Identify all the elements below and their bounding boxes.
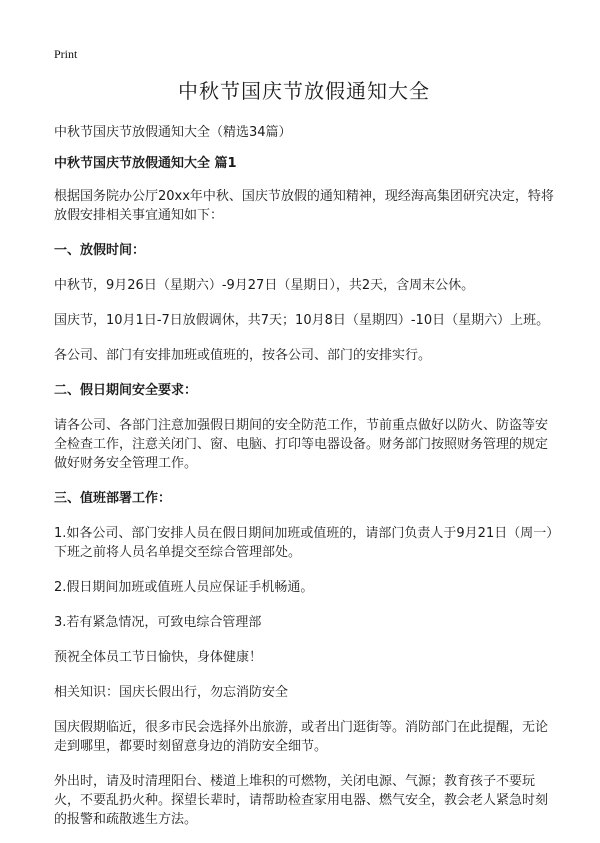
safety-paragraph: 请各公司、各部门注意加强假日期间的安全防范工作，节前重点做好以防火、防盗等安全检查工作，注意关闭门、窗、电脑、打印等电器设备。财务部门按照财务管理的规定做好财务安全管理工作。 <box>54 418 549 471</box>
print-link[interactable]: Print <box>54 47 78 61</box>
document-subtitle: 中秋节国庆节放假通知大全（精选34篇） <box>54 125 292 140</box>
page-title: 中秋节国庆节放假通知大全 <box>178 79 430 103</box>
fire-safety-paragraph-1: 国庆假期临近，很多市民会选择外出旅游，或者出门逛街等。消防部门在此提醒，无论走到哪里，都要时刻留意身边的消防安全细节。 <box>54 720 549 754</box>
related-knowledge: 相关知识：国庆长假出行，勿忘消防安全 <box>54 685 289 700</box>
duty-item-2: 2.假日期间加班或值班人员应保证手机畅通。 <box>54 580 314 595</box>
mid-autumn-paragraph: 中秋节，9月26日（星期六）-9月27日（星期日），共2天，含周末公休。 <box>54 278 475 293</box>
overtime-paragraph: 各公司、部门有安排加班或值班的，按各公司、部门的安排实行。 <box>54 348 432 363</box>
document-body <box>54 78 554 843</box>
intro-paragraph: 根据国务院办公厅20xx年中秋、国庆节放假的通知精神，现经海高集团研究决定，特将放假安排相关事宜通知如下： <box>54 189 554 223</box>
heading-holiday-time: 一、放假时间： <box>54 243 146 258</box>
national-day-paragraph: 国庆节，10月1日-7日放假调休，共7天；10月8日（星期四）-10日（星期六）上班。 <box>54 313 550 328</box>
duty-item-1: 1.如各公司、部门安排人员在假日期间加班或值班的，请部门负责人于9月21日（周一）下班之前将人员名单提交至综合管理部处。 <box>54 526 553 560</box>
fire-safety-paragraph-2: 外出时，请及时清理阳台、楼道上堆积的可燃物，关闭电源、气源；教育孩子不要玩火，不要乱扔火种。探望长辈时，请帮助检查家用电器、燃气安全，教会老人紧急时刻的报警和疏散逃生方法。 <box>54 774 549 827</box>
wish-paragraph: 预祝全体员工节日愉快，身体健康！ <box>54 650 263 665</box>
duty-item-3: 3.若有紧急情况，可致电综合管理部 <box>54 615 262 630</box>
heading-duty: 三、值班部署工作： <box>54 491 172 506</box>
heading-safety: 二、假日期间安全要求： <box>54 383 198 398</box>
section-title: 中秋节国庆节放假通知大全 篇1 <box>54 156 237 171</box>
